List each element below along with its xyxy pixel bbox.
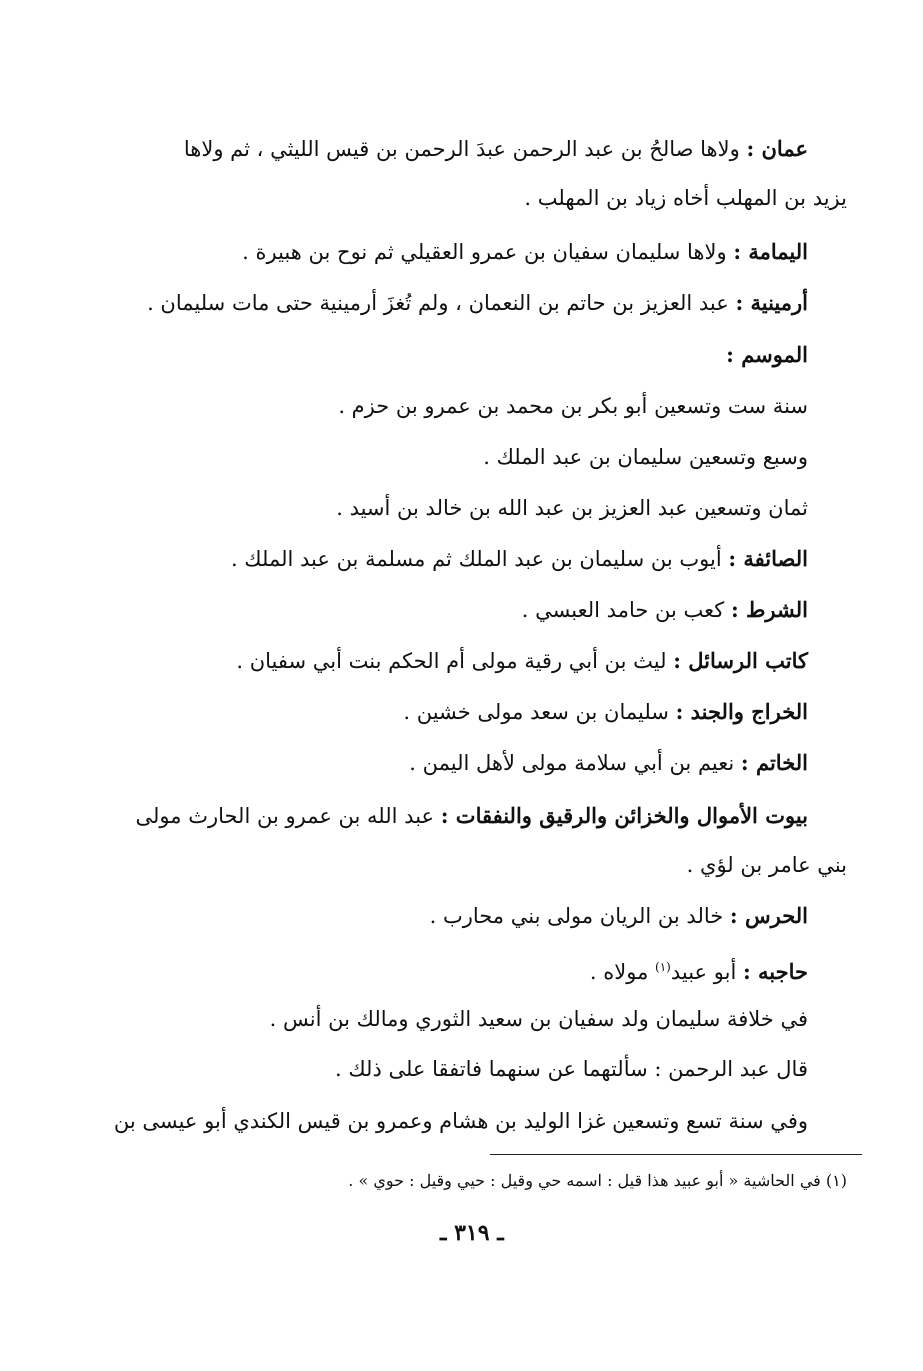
text-line-buyut [136, 800, 808, 832]
text-line-buyut-cont [687, 849, 847, 881]
text-line-qala [335, 1053, 808, 1085]
heading-armenia: أرمينية : [735, 290, 808, 315]
text-line-saifa [231, 543, 808, 575]
heading-khatam: الخاتم : [740, 750, 808, 775]
heading-saifa: الصائفة : [728, 546, 808, 571]
heading-buyut: بيوت الأموال والخزائن والرقيق والنفقات : [440, 803, 808, 828]
line-text: سليمان بن سعد مولى خشين . [403, 700, 676, 724]
heading-hajib: حاجبه : [742, 959, 808, 984]
text-line-mawsim-1 [338, 390, 808, 422]
footnote-divider [490, 1154, 862, 1155]
heading-kharaj: الخراج والجند : [675, 699, 808, 724]
line-text: نعيم بن أبي سلامة مولى لأهل اليمن . [409, 751, 741, 775]
text-line-khatam [409, 747, 808, 779]
line-text: خالد بن الريان مولى بني محارب . [429, 904, 730, 928]
text-line-mawsim-3 [336, 492, 808, 524]
line-text: ثمان وتسعين عبد العزيز بن عبد الله بن خالد بن أسيد . [336, 496, 808, 520]
line-text: في خلافة سليمان ولد سفيان بن سعيد الثوري ومالك بن أنس . [269, 1007, 808, 1031]
text-line-sana [114, 1105, 808, 1137]
heading-oman: عمان : [746, 136, 808, 161]
text-line-yamama [242, 236, 808, 268]
line-text: يزيد بن المهلب أخاه زياد بن المهلب . [524, 186, 847, 210]
line-text: كعب بن حامد العبسي . [521, 598, 731, 622]
text-line-shurta [522, 594, 808, 626]
line-text: أيوب بن سليمان بن عبد الملك ثم مسلمة بن عبد الملك . [230, 547, 729, 571]
line-text: أبو عبيد [670, 960, 743, 984]
text-line-mawsim-2 [483, 441, 808, 473]
heading-mawsim: الموسم : [726, 342, 808, 367]
line-text: ولاها صالحُ بن عبد الرحمن عبدَ الرحمن بن قيس الليثي ، ثم ولاها [183, 137, 747, 161]
heading-katib: كاتب الرسائل : [673, 648, 808, 673]
line-text: ولاها سليمان سفيان بن عمرو العقيلي ثم نوح بن هبيرة . [242, 240, 734, 264]
text-line-katib [236, 645, 808, 677]
heading-yamama: اليمامة : [733, 239, 808, 264]
heading-haras: الحرس : [729, 903, 808, 928]
line-text-after: مولاه . [589, 960, 656, 984]
line-text: وسبع وتسعين سليمان بن عبد الملك . [483, 445, 808, 469]
text-line-haras [430, 900, 808, 932]
text-line-mawsim [726, 339, 808, 371]
line-text: وفي سنة تسع وتسعين غزا الوليد بن هشام وعمرو بن قيس الكندي أبو عيسى بن [113, 1109, 808, 1133]
line-text: ليث بن أبي رقية مولى أم الحكم بنت أبي سفيان . [236, 649, 674, 673]
line-text: قال عبد الرحمن : سألتهما عن سنهما فاتفقا على ذلك . [335, 1057, 808, 1081]
text-line-armenia [147, 287, 808, 319]
line-text: عبد الله بن عمرو بن الحارث مولى [135, 804, 441, 828]
line-text: بني عامر بن لؤي . [686, 853, 847, 877]
line-text: عبد العزيز بن حاتم بن النعمان ، ولم تُغزَ أرمينية حتى مات سليمان . [147, 291, 736, 315]
text-line-kharaj [403, 696, 808, 728]
text-line-khilafa [270, 1003, 808, 1035]
text-line-oman [184, 133, 808, 165]
text-line-oman-cont [524, 182, 847, 214]
heading-shurta: الشرط : [730, 597, 808, 622]
footnote-marker: (١) [655, 960, 671, 974]
footnote: (١) في الحاشية « أبو عبيد هذا قيل : اسمه حي وقيل : حيي وقيل : حوي » . [348, 1171, 847, 1190]
page-number: ـ ٣١٩ ـ [440, 1220, 504, 1246]
line-text: سنة ست وتسعين أبو بكر بن محمد بن عمرو بن حزم . [338, 394, 808, 418]
text-line-hajib [590, 951, 808, 988]
